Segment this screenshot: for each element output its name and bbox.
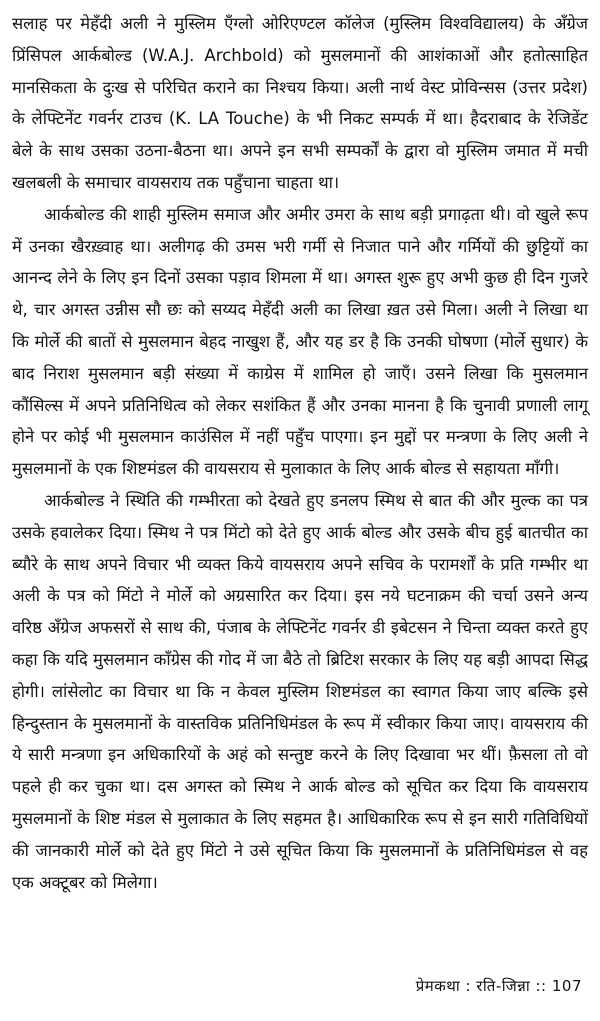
paragraph-1: सलाह पर मेहँदी अली ने मुस्लिम एँग्लो ओरिएण्टल कॉलेज (मुस्लिम विश्वविद्यालय) के अँग्रेज प्रिंसिपल आर्कबोल्ड (W.A.J. Archbold) को मुसलमानों की आशंकाओं और हतोत्साहित मानसिकता के दुःख से परिचित कराने का निश्चय किया। अली नार्थ वेस्ट प्रोविन्सस (उत्तर प्रदेश) के लेफ्टिनेंट गवर्नर टाउच (K. LA Touche) के भी निकट सम्पर्क में था। हैदराबाद के रेजिडेंट बेले के साथ उसका उठना-बैठना था। अपने इन सभी सम्पर्कों के द्वारा वो मुस्लिम जमात में मची खलबली के समाचार वायसराय तक पहुँचाना चाहता था। — [12, 14, 588, 192]
paragraph-3: आर्कबोल्ड ने स्थिति की गम्भीरता को देखते हुए डनलप स्मिथ से बात की और मुल्क का पत्र उसके हवालेकर दिया। स्मिथ ने पत्र मिंटो को देते हुए आर्क बोल्ड और उसके बीच हुई बातचीत का ब्यौरे के साथ अपने विचार भी व्यक्त किये वायसराय अपने सचिव के परामर्शों के प्रति गम्भीर था अली के पत्र को मिंटो ने मोर्ले को अग्रसारित कर दिया। इस नये घटनाक्रम की चर्चा उसने अन्य वरिष्ठ अँग्रेज अफसरों से साथ की, पंजाब के लेफ्टिनेंट गवर्नर डी इबेटसन ने चिन्ता व्यक्त करते हुए कहा कि यदि मुसलमान काँग्रेस की गोद में जा बैठे तो ब्रिटिश सरकार के लिए यह बड़ी आपदा सिद्ध होगी। लांसेलोट का विचार था कि न केवल मुस्लिम शिष्टमंडल का स्वागत किया जाए बल्कि इसे हिन्दुस्तान के मुसलमानों के वास्तविक प्रतिनिधिमंडल के रूप में स्वीकार किया जाए। वायसराय की ये सारी मन्त्रणा इन अधिकारियों के अहं को सन्तुष्ट करने के लिए दिखावा भर थीं। फ़ैसला तो वो पहले ही कर चुका था। दस अगस्त को स्मिथ ने आर्क बोल्ड को सूचित कर दिया कि वायसराय मुसलमानों के शिष्ट मंडल से मुलाकात के लिए सहमत है। आधिकारिक रूप से इन सारी गतिविधियों की जानकारी मोर्ले को देते हुए मिंटो ने उसे सूचित किया कि मुसलमानों के प्रतिनिधिमंडल से वह एक अक्टूबर को मिलेगा। — [12, 490, 589, 892]
page-footer: प्रेमकथा : रति-जिन्ना :: 107 — [415, 977, 582, 995]
paragraph-2: आर्कबोल्ड की शाही मुस्लिम समाज और अमीर उमरा के साथ बड़ी प्रगाढ़ता थी। वो खुले रूप में उनका खैरख़्वाह था। अलीगढ़ की उमस भरी गर्मी से निजात पाने और गर्मियों की छुट्टियों का आनन्द लेने के लिए इन दिनों उसका पड़ाव शिमला में था। अगस्त शुरू हुए अभी कुछ ही दिन गुजरे थे, चार अगस्त उन्नीस सौ छः को सय्यद मेहँदी अली का लिखा ख़त उसे मिला। अली ने लिखा था कि मोर्ले की बातों से मुसलमान बेहद नाखुश हैं, और यह डर है कि उनकी घोषणा (मोर्ले सुधार) के बाद निराश मुसलमान बड़ी संख्या में काग्रेस में शामिल हो जाएँ। उसने लिखा कि मुसलमान कौंसिल्स में अपने प्रतिनिधित्व को लेकर सशंकित हैं और उनका मानना है कि चुनावी प्रणाली लागू होने पर कोई भी मुसलमान काउंसिल में नहीं पहुँच पाएगा। इन मुद्दों पर मन्त्रणा के लिए अली ने मुसलमानों के एक शिष्टमंडल की वायसराय से मुलाकात के लिए आर्क बोल्ड से सहायता माँगी। — [12, 204, 588, 479]
body-text — [12, 8, 588, 898]
